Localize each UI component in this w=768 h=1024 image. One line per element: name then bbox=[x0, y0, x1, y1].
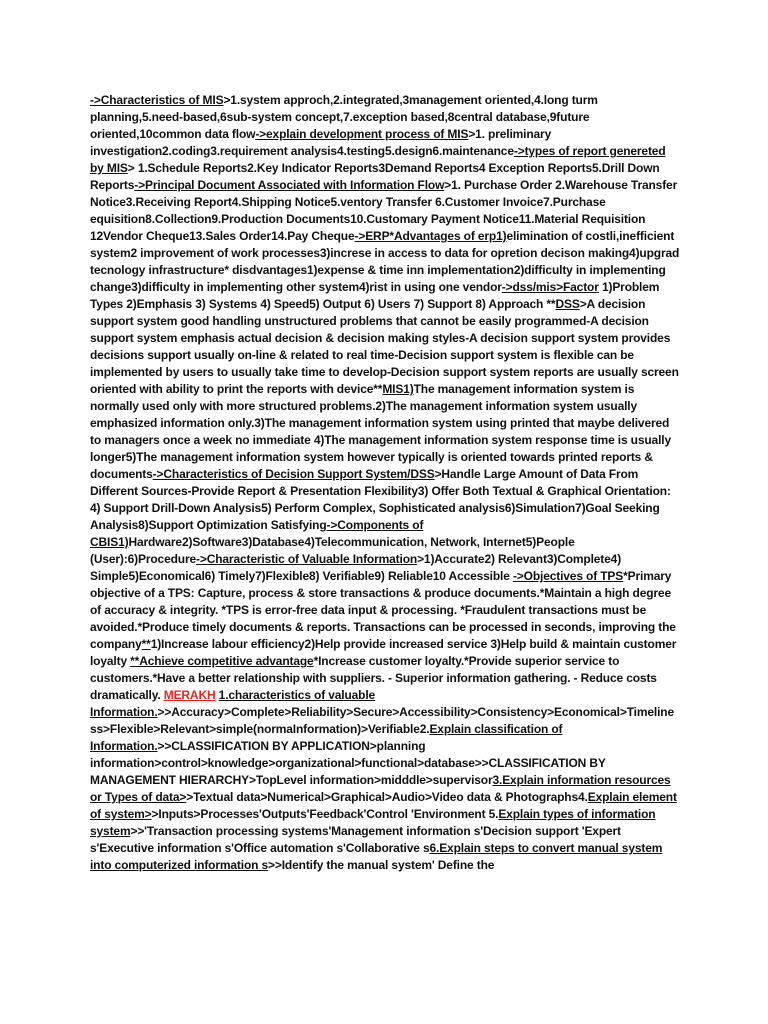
underlined-heading: ->types of report genereted by MIS bbox=[90, 144, 666, 175]
underlined-heading: ->ERP*Advantages of erp1) bbox=[354, 229, 507, 243]
body-text: >1. Purchase Order 2.Warehouse Transfer Notice3.Receiving Report4.Shipping Notice5.ventory Transfer 6.Customer Invoice7.Purchase equisition8.Collection9.Production Documents10.Customary Payment Notice11.Material Requisition 12Vendor Cheque13.Sales Order14.Pay Cheque bbox=[90, 178, 678, 243]
body-text: >Textual data>Numerical>Graphical>Audio>Video data & Photographs4. bbox=[186, 790, 588, 804]
underlined-heading: Explain element of system> bbox=[90, 790, 677, 821]
underlined-heading: 1.characteristics of valuable Information. bbox=[90, 688, 376, 719]
body-text: >>CLASSIFICATION BY APPLICATION>planning information>control>knowledge>organizational>functional>database>>CLASSIFICATION BY MANAGEMENT HIERARCHY>TopLevel information>midddle>supervisor bbox=[90, 739, 606, 787]
underlined-heading: **Achieve competitive advantage bbox=[130, 654, 314, 668]
body-text: >Handle Large Amount of Data From Different Sources-Provide Report & Presentation Flexibility3) Offer Both Textual & Graphical Orientation: 4) Support Drill-Down Analysis5) Perform Complex, Sophisticated analysis6)Simulation7)Goal Seeking Analysis8)Support Optimization Satisfying bbox=[90, 467, 671, 532]
underlined-heading: ->Objectives of TPS bbox=[512, 569, 624, 583]
body-text: The management information system is normally used only with more structured problems.2)The management information system usually emphasized information only.3)The management information system using printed that maybe delivered to managers once a week no immediate 4)The management information system response time is usually longer5)The management information system however typically is oriented towards printed reports & documents bbox=[90, 382, 671, 481]
body-text: > 1.Schedule Reports2.Key Indicator Reports3Demand Reports4 Exception Reports5.Drill Down Reports bbox=[90, 161, 660, 192]
body-text: 1)Increase labour efficiency2)Help provide increased service 3)Help build & maintain customer loyalty bbox=[90, 637, 677, 668]
underlined-heading: 6.Explain steps to convert manual system into computerized information s bbox=[90, 841, 663, 872]
underlined-heading: 3.Explain information resources or Types of data> bbox=[90, 773, 671, 804]
body-text: *Primary objective of a TPS: Capture, process & store transactions & produce documents.*Maintain a high degree of accuracy & integrity. *TPS is error-free data input & processing. *Fraudulent transactions must be avoided.*Produce timely documents & reports. Transactions can be processed in seconds, improving the company bbox=[90, 569, 676, 651]
underlined-heading: MIS1) bbox=[382, 382, 414, 396]
underlined-heading: DSS bbox=[555, 297, 580, 311]
body-text: *Increase customer loyalty.*Provide superior service to customers.*Have a better relationship with suppliers. - Superior information gathering. - Reduce costs dramatically. bbox=[90, 654, 657, 702]
body-text: >1.system approch,2.integrated,3management oriented,4.long turm planning,5.need-based,6sub-system concept,7.exception based,8central database,9future oriented,10common data flow bbox=[90, 93, 598, 141]
underlined-heading: ->Characteristic of Valuable Information bbox=[196, 552, 418, 566]
body-text: Hardware2)Software3)Database4)Telecommunication, Network, Internet5)People (User):6)Procedure bbox=[90, 535, 575, 566]
underlined-heading: ->Characteristics of Decision Support System/DSS bbox=[152, 467, 435, 481]
body-text: >>Accuracy>Complete>Reliability>Secure>Accessibility>Consistency>Economical>Timeliness>Flexible>Relevant>simple(normaInformation)>Verifiable2. bbox=[90, 705, 674, 736]
body-text: 1)Problem Types 2)Emphasis 3) Systems 4) Speed5) Output 6) Users 7) Support 8) Approach ** bbox=[90, 280, 660, 311]
underlined-heading: ** bbox=[141, 637, 151, 651]
underlined-heading: ->dss/mis>Factor bbox=[501, 280, 599, 294]
underlined-heading: ->Principal Document Associated with Information Flow bbox=[134, 178, 445, 192]
underlined-heading: Explain types of information system bbox=[90, 807, 656, 838]
heading-merakh: MERAKH bbox=[163, 688, 216, 702]
body-text: >>Identify the manual system' Define the bbox=[268, 858, 495, 872]
body-text: >>'Transaction processing systems'Management information s'Decision support 'Expert s'Executive information s'Office automation s'Collaborative s bbox=[90, 824, 621, 855]
body-text: >1. preliminary investigation2.coding3.requirement analysis4.testing5.design6.maintenance bbox=[90, 127, 552, 158]
underlined-heading: ->explain development process of MIS bbox=[255, 127, 469, 141]
body-text: >1)Accurate2) Relevant3)Complete4) Simple5)Economical6) Timely7)Flexible8) Verifiable9) Reliable10 Accessible bbox=[90, 552, 622, 583]
underlined-heading: Explain classification of Information. bbox=[90, 722, 563, 753]
body-text: >Inputs>Processes'Outputs'Feedback'Control 'Environment 5. bbox=[151, 807, 499, 821]
underlined-heading: ->Components of CBIS1) bbox=[90, 518, 424, 549]
underlined-heading: ->Characteristics of MIS bbox=[90, 93, 224, 107]
body-text: >A decision support system good handling unstructured problems that cannot be easily programmed-A decision support system emphasis actual decision & decision making styles-A decision support system provides decisions support usually on-line & related to real time-Decision support system is flexible can be implemented by users to usually take time to develop-Decision support system reports are usually screen oriented with ability to print the reports with device** bbox=[90, 297, 679, 396]
body-text: elimination of costli,inefficient system2 improvement of work processes3)increse in access to data for opretion decison making4)upgrad tecnology infrastructure* disdvantages1)expense & time inn implementation2)difficulty in implementing change3)difficulty in implementing other system4)rist in using one vendor bbox=[90, 229, 680, 294]
document-text bbox=[90, 92, 680, 874]
